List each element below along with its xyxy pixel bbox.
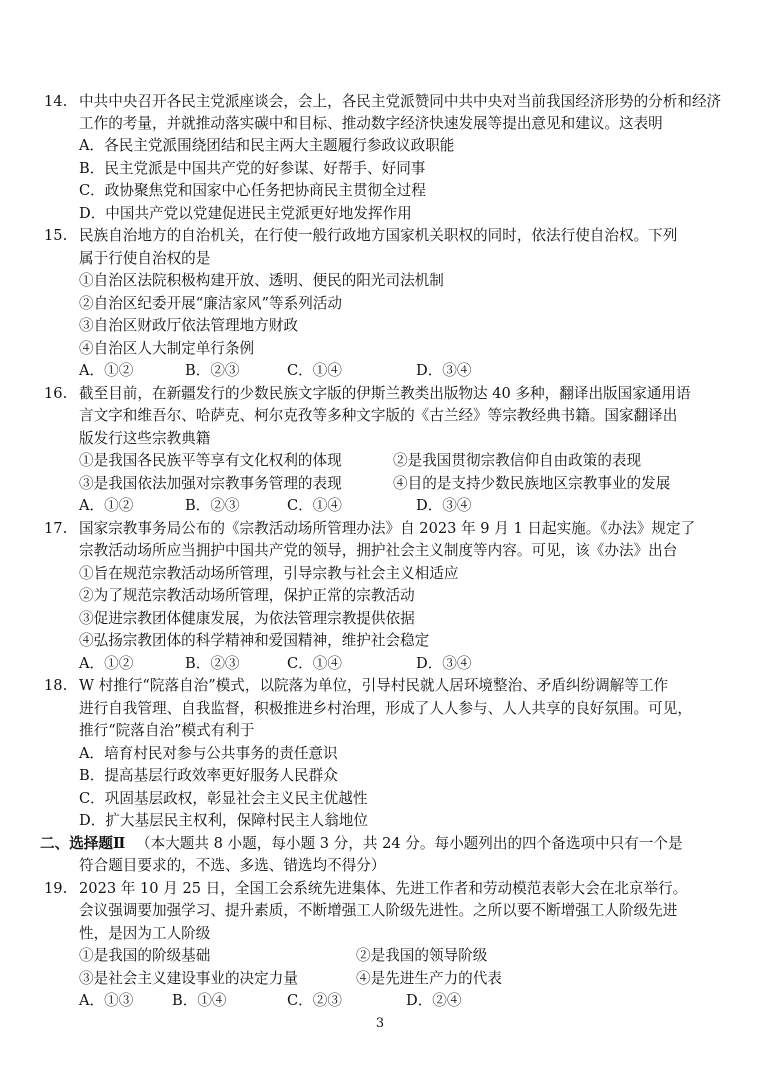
choice-b: B．②③ — [185, 655, 240, 672]
choice-d: D．③④ — [416, 497, 472, 514]
q16-item-2: ②是我国贯彻宗教信仰自由政策的表现 — [393, 452, 642, 469]
choice-a: A．①② — [79, 497, 134, 514]
choice-c: C．①④ — [287, 497, 342, 514]
q14-stem-1: 中共中央召开各民主党派座谈会，会上，各民主党派赞同中共中央对当前我国经济形势的分析和经济 — [79, 93, 722, 110]
exam-page: 14. 中共中央召开各民主党派座谈会，会上，各民主党派赞同中共中央对当前我国经济形势的分析和经济 工作的考量，并就推动落实碳中和目标、推动数字经济快速发展等提出意见和建议。这表明 A．各民主党派围绕团结和民主两大主题履行参政议政职能 B．民主党派是中国共产党的好参谋、好帮手、好同事 C．政协聚焦党和国家中心任务把协商民主贯彻全过程 D．中国共产党以党建促进民主党派更好地发挥作用 15. 民族自治地方的自治机关，在行使一般行政地方国家机关职权的同时，依法行使自治权。下列 属于行使自治权的是 ①自治区法院积极构建开放、透明、便民的阳光司法机制 ②自治区纪委开展“廉洁家风”等系列活动 ③自治区财政厅依法管理地方财政 ④自治区人大制定单行条例 A．①② B．②③ C．①④ D．③④ 16. 截至目前，在新疆发行的少数民族文字版的伊斯兰教类出版物达 40 多种，翻译出版国家通用语 言文字和维吾尔、哈萨克、柯尔克孜等多种文字版的《古兰经》等宗教经典书籍。国家翻译出 版发行这些宗教典籍 ①是我国各民族平等享有文化权利的体现 ②是我国贯彻宗教信仰自由政策的表现 ③是我国依法加强对宗教事务管理的表现 ④目的是支持少数民族地区宗教事业的发展 A．①② B．②③ C．①④ D．③④ 17. 国家宗教事务局公布的《宗教活动场所管理办法》自 2023 年 9 月 1 日起实施。《办法》规定了 宗教活动场所应当拥护中国共产党的领导，拥护社会主义制度等内容。可见，该《办法》出台 ①旨在规范宗教活动场所管理，引导宗教与社会主义相适应 ②为了规范宗教活动场所管理，保护正常的宗教活动 ③促进宗教团体健康发展，为依法管理宗教提供依据 ④弘扬宗教团体的科学精神和爱国精神，维护社会稳定 A．①② B．②③ C．①④ D．③④ 18. W 村推行“院落自治”模式，以院落为单位，引导村民就人居环境整治、矛盾纠纷调解等工作 进行自我管理、自我监督，积极推进乡村治理，形成了人人参与、人人共享的良好氛围。可见， 推行“院落自治”模式有利于 A．培育村民对参与公共事务的责任意识 B．提高基层行政效率更好服务人民群众 C．巩固基层政权，彰显社会主义民主优越性 D．扩大基层民主权利，保障村民主人翁地位 二、选择题Ⅱ （本大题共 8 小题，每小题 3 分，共 24 分。每小题列出的四个备选项中只有一个是 符合题目要求的，不选、多选、错选均不得分） 19. 2023 年 10 月 25 日，全国工会系统先进集体、先进工作者和劳动模范表彰大会在北京举行。 会议强调要加强学习、提升素质，不断增强工人阶级先进性。之所以要不断增强工人阶级先进 性，是因为工人阶级 ①是我国的阶级基础 ②是我国的领导阶级 ③是社会主义建设事业的决定力量 ④是先进生产力的代表 A．①③ B．①④ C．②③ D．②④ 3 — [0, 0, 760, 1074]
choice-b: B．②③ — [185, 362, 240, 379]
q14-stem-2: 工作的考量，并就推动落实碳中和目标、推动数字经济快速发展等提出意见和建议。这表明 — [79, 115, 663, 132]
question-number: 16. — [44, 385, 68, 402]
choice-c: C．②③ — [287, 992, 342, 1009]
section-desc-1: （本大题共 8 小题，每小题 3 分，共 24 分。每小题列出的四个备选项中只有一个是 — [136, 835, 683, 852]
choice-d: D．③④ — [416, 655, 472, 672]
q19-item-2: ②是我国的领导阶级 — [356, 947, 488, 964]
choice-d: D．③④ — [416, 362, 472, 379]
choice-b: B．②③ — [185, 497, 240, 514]
question-number: 17. — [44, 520, 68, 537]
q19-item-1: ①是我国的阶级基础 — [79, 947, 211, 964]
question-number: 19. — [44, 880, 68, 897]
question-number: 14. — [44, 93, 68, 110]
q16-item-3: ③是我国依法加强对宗教事务管理的表现 — [79, 475, 342, 492]
section-title: 二、选择题Ⅱ — [40, 835, 126, 852]
choice-c: C．①④ — [287, 362, 342, 379]
choice-a: A．①③ — [79, 992, 134, 1009]
question-number: 18. — [44, 677, 68, 694]
q19-item-3: ③是社会主义建设事业的决定力量 — [79, 970, 298, 987]
q16-item-1: ①是我国各民族平等享有文化权利的体现 — [79, 452, 342, 469]
q15-stem-1: 民族自治地方的自治机关，在行使一般行政地方国家机关职权的同时，依法行使自治权。下列 — [79, 227, 678, 244]
choice-b: B．①④ — [172, 992, 227, 1009]
page-number: 3 — [375, 1016, 385, 1031]
q16-item-4: ④目的是支持少数民族地区宗教事业的发展 — [393, 475, 671, 492]
choice-c: C．①④ — [287, 655, 342, 672]
question-number: 15. — [44, 227, 68, 244]
choice-a: A．①② — [79, 362, 134, 379]
q19-item-4: ④是先进生产力的代表 — [356, 970, 502, 987]
choice-d: D．②④ — [406, 992, 462, 1009]
choice-a: A．①② — [79, 655, 134, 672]
